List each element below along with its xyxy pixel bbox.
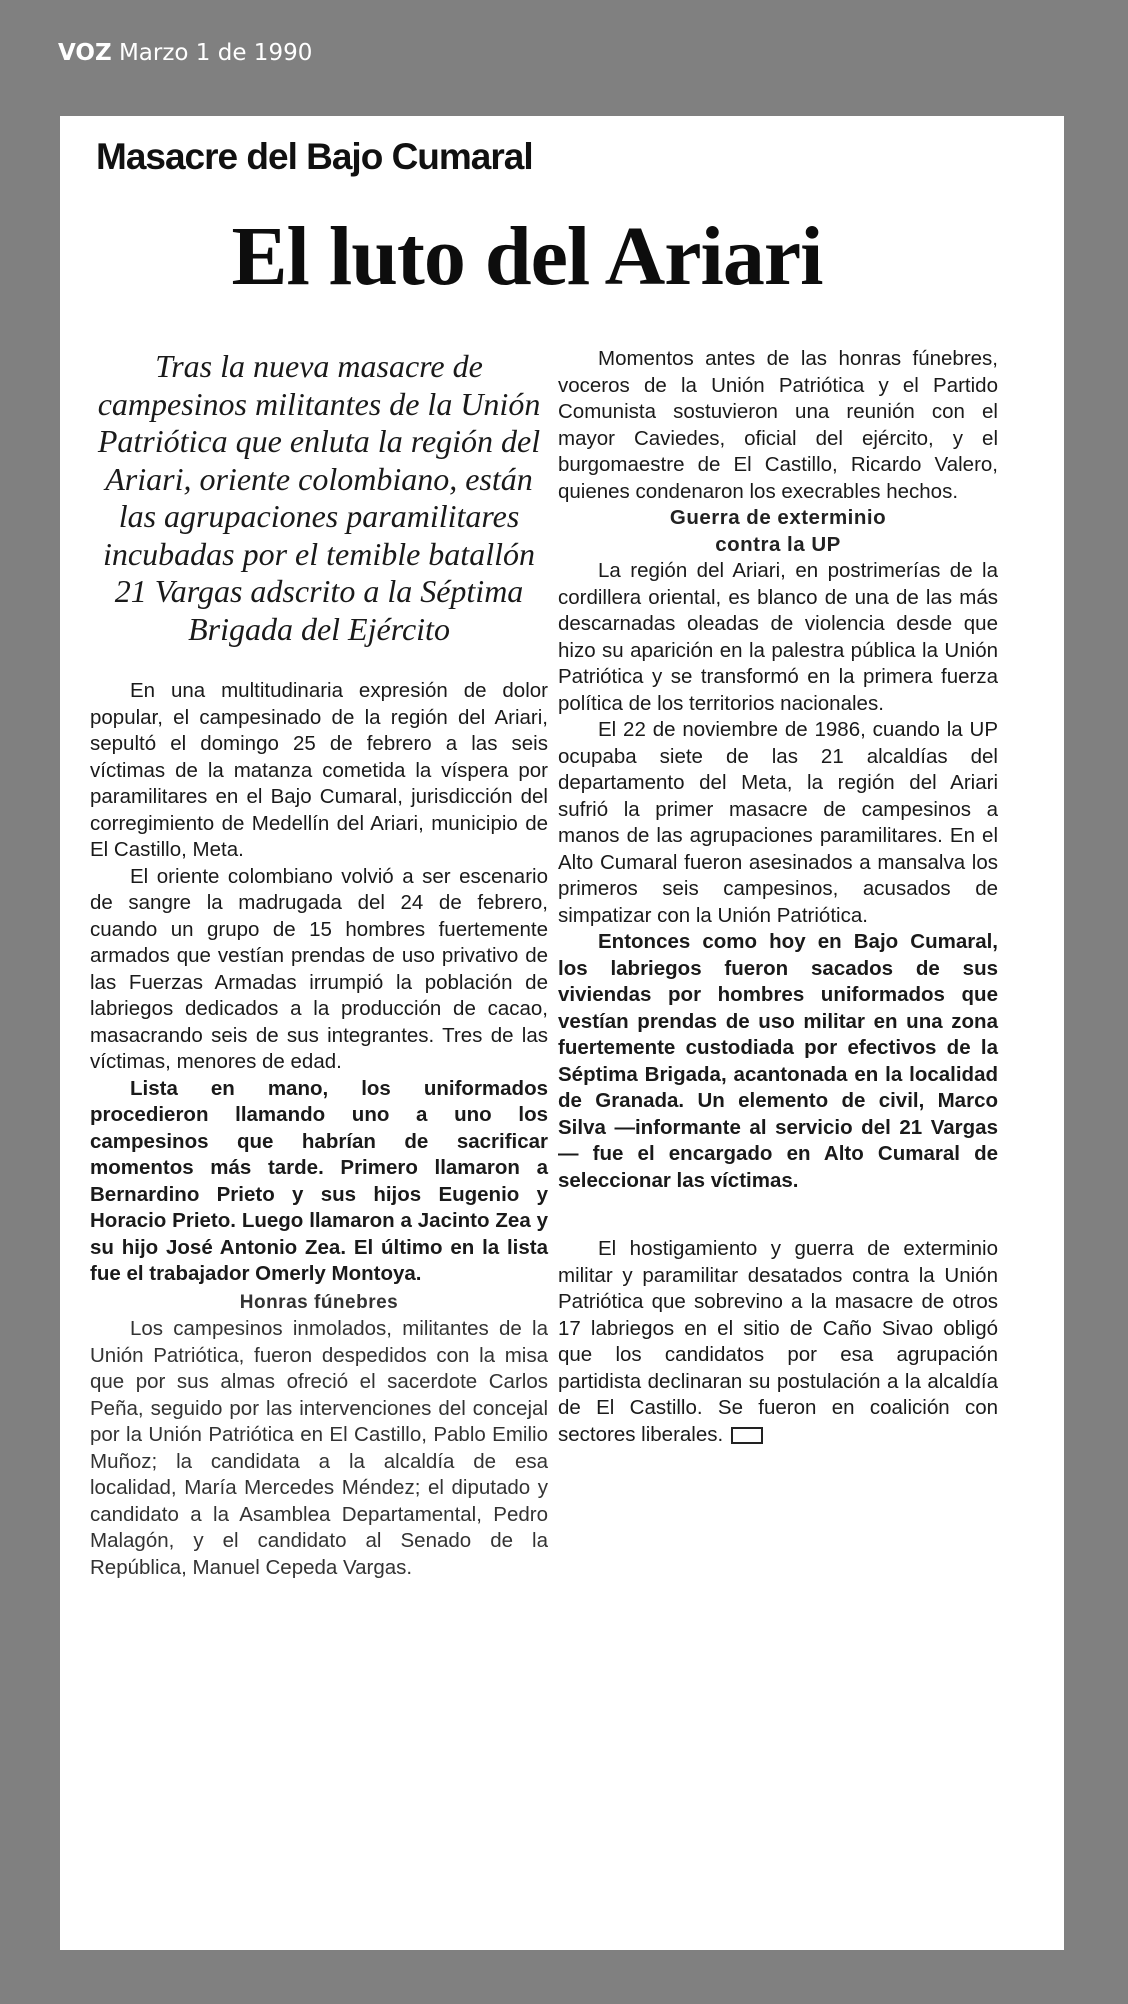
newspaper-clipping: [60, 116, 1064, 1950]
headline: El luto del Ariari: [231, 210, 823, 303]
final-paragraph-text: El hostigamiento y guerra de exterminio militar y paramilitar desatados contra la Unión Patriótica que sobrevino a la masacre de otros 17 labriegos en el sitio de Caño Sivao obligó que los candidatos por esa agrupación partidista declinaran su postulación a la alcaldía de El Castillo. Se fueron en coalición con sectores liberales.: [558, 1237, 998, 1446]
column-gap: [558, 1194, 998, 1236]
kicker: Masacre del Bajo Cumaral: [96, 136, 533, 177]
body-paragraph: Los campesinos inmolados, militantes de la Unión Patriótica, fueron despedidos con la misa que por sus almas ofreció el sacerdote Carlos Peña, seguido por las intervenciones del concejal por la Unión Patriótica en El Castillo, Pablo Emilio Muñoz; la candidata a la alcaldía de esa localidad, María Mercedes Méndez; el diputado y candidato a la Asamblea Departamental, Pedro Malagón, y el candidato al Senado de la República, Manuel Cepeda Vargas.: [90, 1317, 548, 1579]
subhead-guerra-line1: Guerra de exterminio: [669, 506, 887, 529]
body-paragraph: El 22 de noviembre de 1986, cuando la UP ocupaba siete de las 21 alcaldías del departamento del Meta, la región del Ariari sufrió la primer masacre de campesinos a manos de las agrupaciones paramilitares. En el Alto Cumaral fueron asesinados a mansalva los primeros seis campesinos, acusados de simpatizar con la Unión Patriótica.: [558, 718, 998, 927]
end-mark-icon: [731, 1427, 763, 1444]
body-paragraph: El oriente colombiano volvió a ser escenario de sangre la madrugada del 24 de febrero, cuando un grupo de 15 hombres fuertemente armados que vestían prendas de uso privativo de las Fuerzas Armadas irrumpió la población de labriegos dedicados a la producción de cacao, masacrando seis de sus integrantes. Tres de las víctimas, menores de edad.: [90, 864, 548, 1073]
source-line: [58, 40, 312, 66]
subhead-honras: Honras fúnebres: [239, 1291, 399, 1313]
body-paragraph: Momentos antes de las honras fúnebres, voceros de la Unión Patriótica y el Partido Comunista sostuvieron una reunión con el mayor Caviedes, oficial del ejército, y el burgomaestre de El Castillo, Ricardo Valero, quienes condenaron los execrables hechos.: [558, 347, 998, 503]
publication-name: VOZ: [58, 40, 112, 66]
body-paragraph: En una multitudinaria expresión de dolor popular, el campesinado de la región del Ariari, sepultó el domingo 25 de febrero a las seis víctimas de la matanza cometida la víspera por paramilitares en el Bajo Cumaral, jurisdicción del corregimiento de Medellín del Ariari, municipio de El Castillo, Meta.: [90, 679, 548, 861]
subhead-guerra-line2: contra la UP: [715, 532, 841, 556]
publication-date: Marzo 1 de 1990: [118, 40, 313, 66]
final-paragraph: [558, 1236, 998, 1448]
lead-paragraph: Tras la nueva masacre de campesinos militantes de la Unión Patriótica que enluta la región del Ariari, oriente colombiano, están las agrupaciones paramilitares incubadas por el temible batallón 21 Vargas adscrito a la Séptima Brigada del Ejército: [97, 348, 541, 647]
body-paragraph: La región del Ariari, en postrimerías de la cordillera oriental, es blanco de una de las más descarnadas oleadas de violencia desde que hizo su aparición en la palestra pública la Unión Patriótica y se transformó en la primera fuerza política de los territorios nacionales.: [558, 559, 998, 715]
left-column: [90, 348, 548, 1581]
body-paragraph: Entonces como hoy en Bajo Cumaral, los labriegos fueron sacados de sus viviendas por hombres uniformados que vestían prendas de uso militar en una zona fuertemente custodiada por efectivos de la Séptima Brigada, acantonada en la localidad de Granada. Un elemento de civil, Marco Silva —informante al servicio del 21 Vargas— fue el encargado en Alto Cumaral de seleccionar las víctimas.: [558, 930, 998, 1192]
right-column: [558, 346, 998, 1448]
body-paragraph: Lista en mano, los uniformados procedieron llamando uno a uno los campesinos que habrían de sacrificar momentos más tarde. Primero llamaron a Bernardino Prieto y sus hijos Eugenio y Horacio Prieto. Luego llamaron a Jacinto Zea y su hijo José Antonio Zea. El último en la lista fue el trabajador Omerly Montoya.: [90, 1076, 548, 1285]
